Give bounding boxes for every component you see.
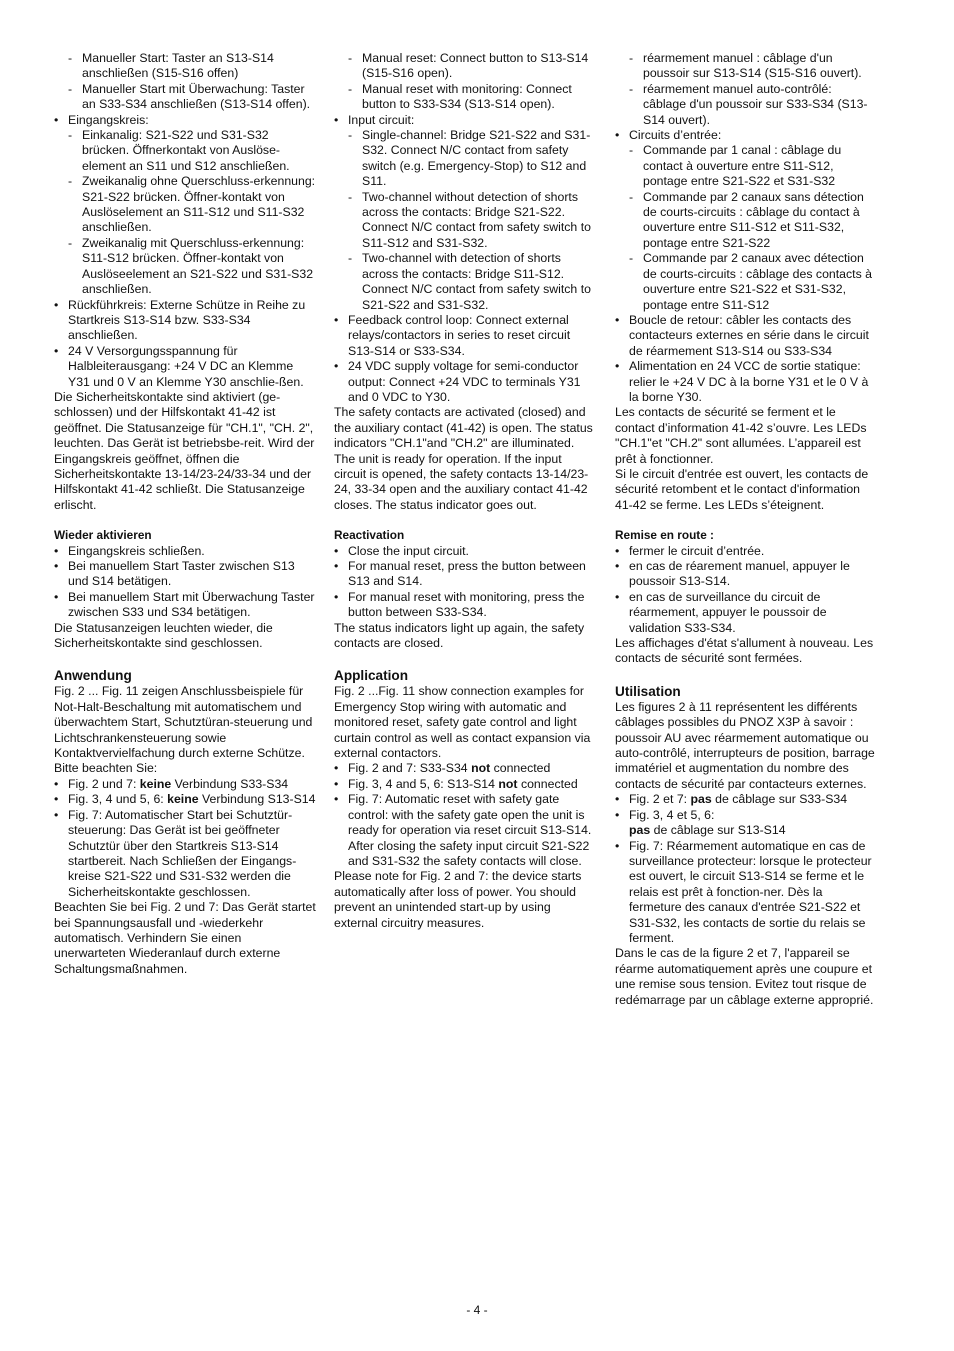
text-run: connected [517,776,578,791]
dash-marker: - [348,81,353,96]
bullet-marker: • [334,761,339,776]
bullet-marker: • [54,807,59,822]
paragraph: Bitte beachten Sie: [54,761,158,776]
dash-list-item [68,51,316,82]
dash-list-item [348,128,596,190]
list-item-text: Manueller Start: Taster an S13-S14 anschließen (S15-S16 offen) [82,51,274,81]
paragraph: The safety contacts are activated (closed) and the auxiliary contact (41-42) is open. The status indicators "CH.1"and "CH.2" are illuminated. The unit is ready for operation. If the input circuit is opened, the safety contacts 13-14/23-24, 33-34 open and the auxiliary contact 41-42 closes. The status indicator goes out. [334,405,593,512]
text-run: connected [490,761,551,776]
bullet-list-item [334,792,596,869]
dash-marker: - [68,235,73,250]
bullet-marker: • [54,589,59,604]
text-run: Fig. 3, 4 et 5, 6: [629,807,715,822]
list-item-text: Feedback control loop: Connect external relays/contactors in series to reset circuit S13-S14 or S33-S34. [348,312,571,358]
list-item-text: Manual reset with monitoring: Connect button to S33-S34 (S13-S14 open). [362,81,572,112]
dash-marker: - [629,251,634,266]
subheading: Reactivation [334,528,405,543]
emphasis: not [498,776,518,791]
paragraph: Les contacts de sécurité se ferment et le contact d’information 41-42 s’ouvre. Les LEDs "CH.1"et "CH.2" sont allumées. L’appareil est prêt à fonctionner. [615,405,867,466]
dash-marker: - [629,81,634,96]
bullet-marker: • [54,559,59,573]
list-item-text: Rückführkreis: Externe Schütze in Reihe zu Startkreis S13-S14 bzw. S33-S34 anschließen. [68,297,306,343]
text-run: Fig. 2 et 7: [629,792,691,807]
bullet-marker: • [54,297,59,312]
list-item-text [629,808,877,839]
bullet-marker: • [615,589,620,604]
bullet-marker: • [615,312,620,327]
bullet-list-item [334,313,596,359]
subheading: Wieder aktivieren [54,528,152,543]
dash-marker: - [348,251,353,266]
dash-list-item [629,251,877,313]
bullet-marker: • [334,112,339,127]
list-item-text: Eingangskreis schließen. [68,543,205,558]
dash-list-item [629,143,877,189]
list-item-text: Fig. 7: Réarmement automatique en cas de surveillance protecteur: lorsque le protecteur est ouvert, le circuit S13-S14 se ferme et le relais est prêt à fonction-ner. Dès la fermeture des canaux d'entrée S21-S22 et S31-S32, les contacts de sortie du relais se ferment. [629,838,872,945]
bullet-marker: • [615,359,620,374]
bullet-list-item [54,777,316,792]
list-item-text: en cas de surveillance du circuit de réarmement, appuyer le poussoir de validation S33-S34. [629,589,827,635]
paragraph: Fig. 2 ...Fig. 11 show connection examples for Emergency Stop wiring with automatic and monitored reset, safety gate control and light curtain control as well as contact expansion via external contactors. [334,684,591,761]
list-item-text [348,777,596,792]
bullet-list-item [54,298,316,344]
bullet-marker: • [54,792,59,807]
section-heading: Utilisation [615,683,681,699]
list-item-text: Commande par 1 canal : câblage du contact à ouverture entre S11-S12, pontage entre S21-S22 et S31-S32 [643,143,842,189]
bullet-list-item [334,777,596,792]
paragraph: Please note for Fig. 2 and 7: the device starts automatically after loss of power. You should prevent an unintended start-up by using external circuitry measures. [334,869,582,930]
text-run: Verbindung S33-S34 [171,776,289,791]
list-item-text: Two-channel without detection of shorts across the contacts: Bridge S21-S22. Connect N/C contact from safety switch to S11-S12 and S31-S32. [362,189,591,250]
bullet-marker: • [615,838,620,853]
list-item-text: Bei manuellem Start mit Überwachung Taster zwischen S33 und S34 betätigen. [68,589,315,620]
paragraph: Die Statusanzeigen leuchten wieder, die Sicherheitskontakte sind geschlossen. [54,620,273,651]
bullet-marker: • [334,559,339,573]
dash-list-item [629,190,877,252]
dash-marker: - [629,189,634,204]
section-heading: Anwendung [54,668,132,684]
paragraph: The status indicators light up again, the safety contacts are closed. [334,620,585,651]
list-item-text: Fig. 7: Automatischer Start bei Schutztür-steuerung: Das Gerät ist bei geöffneter Schutztür über den Startkreis S13-S14 startbereit. Nach Schließen der Eingangs-kreise S21-S22 und S31-S32 werden die Sicherheitskontakte geschlossen. [68,807,297,899]
bullet-marker: • [54,776,59,791]
bullet-list-item [54,113,316,128]
list-item-text: réarmement manuel : câblage d'un poussoir sur S13-S14 (S15-S16 ouvert). [643,51,862,81]
bullet-list-item [54,559,316,590]
dash-marker: - [629,143,634,158]
list-item-text: Bei manuellem Start Taster zwischen S13 und S14 betätigen. [68,559,295,589]
bullet-list-item [54,590,316,621]
dash-list-item [348,82,596,113]
list-item-text: Input circuit: [348,112,415,127]
list-item-text: réarmement manuel auto-contrôlé: câblage d'un poussoir sur S33-S34 (S13-S14 ouvert). [643,81,868,127]
bullet-marker: • [334,792,339,807]
dash-marker: - [68,81,73,96]
subheading: Remise en route : [615,528,714,543]
dash-marker: - [68,174,73,189]
bullet-list-item [334,113,596,128]
bullet-marker: • [615,128,620,143]
bullet-marker: • [54,343,59,358]
list-item-text: Zweikanalig mit Querschluss-erkennung: S11-S12 brücken. Öffner-kontakt von Auslöseelement an S21-S22 und S31-S32 anschließen. [82,235,314,297]
list-item-text: For manual reset with monitoring, press the button between S33-S34. [348,589,585,620]
emphasis: pas [629,823,651,838]
bullet-list-item [615,313,877,359]
list-item-text: Eingangskreis: [68,112,149,127]
text-run: de câblage sur S13-S14 [650,823,786,838]
list-item-text [68,777,316,792]
dash-list-item [68,82,316,113]
dash-marker: - [348,51,353,65]
list-item-text: Circuits d’entrée: [629,128,722,143]
list-item-text: Boucle de retour: câbler les contacts des contacteurs externes en série dans le circuit de réarmement S13-S14 ou S33-S34 [629,312,869,358]
text-run: Fig. 3, 4 and 5, 6: S13-S14 [348,776,499,791]
dash-marker: - [348,128,353,143]
list-item-text: Manual reset: Connect button to S13-S14 (S15-S16 open). [362,51,589,81]
bullet-list-item [615,359,877,405]
page-number: - 4 - [466,1303,488,1317]
bullet-marker: • [615,792,620,807]
paragraph: Fig. 2 ... Fig. 11 zeigen Anschlussbeispiele für Not-Halt-Beschaltung mit automatischem und überwachtem Start, Schutztüran-steuerung und Lichtschrankensteuerung sowie Kontaktvervielfachung durch externe Schütze. [54,684,313,761]
bullet-marker: • [334,589,339,604]
text-run: Fig. 3, 4 und 5, 6: [68,792,168,807]
list-item-text [68,792,316,807]
paragraph: Les figures 2 à 11 représentent les différents câblages possibles du PNOZ X3P à savoir : poussoir AU avec réarmement automatique ou auto-contrôlé, interrupteurs de position, barrage immatériel et augmentation du nombre des contacts de sécurité par contacteurs externes. [615,699,875,791]
bullet-list-item [615,839,877,947]
bullet-marker: • [615,807,620,822]
section-heading: Application [334,668,409,684]
paragraph: Dans le cas de la figure 2 et 7, l'appareil se réarme automatiquement après une coupure et une remise sous tension. Evitez tout risque de redémarrage par un câblage externe approprié. [615,946,874,1007]
text-run: Fig. 2 and 7: S33-S34 [348,761,472,776]
list-item-text: Einkanalig: S21-S22 und S31-S32 brücken. Öffnerkontakt von Auslöse-element an S11 und S12 anschließen. [82,128,290,173]
bullet-list-item [334,359,596,405]
bullet-list-item [615,792,877,807]
bullet-marker: • [54,112,59,127]
paragraph: Die Sicherheitskontakte sind aktiviert (ge-schlossen) und der Hilfskontakt 41-42 ist geöffnet. Die Statusanzeige für "CH.1", "CH. 2", leuchten. Das Gerät ist betriebsbe-reit. Wird der Eingangskreis geöffnet, öffnen die Sicherheitskontakte 13-14/23-24/33-34 und der Hilfskontakt 41-42 schließt. Die Statusanzeige erlischt. [54,389,315,512]
dash-list-item [629,51,877,82]
list-item-text: Commande par 2 canaux sans détection de courts-circuits : câblage du contact à ouverture entre S11-S12 et S11-S32, pontage entre S21-S22 [643,189,864,250]
bullet-list-item [334,590,596,621]
bullet-marker: • [615,543,620,558]
dash-list-item [68,174,316,236]
dash-list-item [348,251,596,313]
dash-marker: - [348,189,353,204]
paragraph: Les affichages d'état s'allument à nouveau. Les contacts de sécurité sont fermées. [615,636,874,666]
bullet-list-item [54,792,316,807]
list-item-text [629,792,877,807]
dash-list-item [348,190,596,252]
bullet-list-item [54,544,316,559]
bullet-marker: • [334,312,339,327]
list-item-text: Close the input circuit. [348,543,469,558]
dash-marker: - [629,51,634,65]
paragraph: Si le circuit d'entrée est ouvert, les contacts de sécurité retombent et le contact d'information 41-42 se ferme. Les LEDs s’éteignent. [615,466,869,512]
column-german [54,51,316,977]
emphasis: pas [690,792,712,807]
list-item-text: Zweikanalig ohne Querschluss-erkennung: S21-S22 brücken. Öffner-kontakt von Auslöselement an S11-S12 und S11-S32 anschließen. [82,174,316,235]
list-item-text: 24 V Versorgungsspannung für Halbleiterausgang: +24 V DC an Klemme Y31 und 0 V an Klemme Y30 anschlie-ßen. [68,343,304,389]
text-run: Fig. 2 und 7: [68,776,140,791]
bullet-list-item [615,808,877,839]
list-item-text: en cas de réarement manuel, appuyer le poussoir S13-S14. [629,559,850,589]
bullet-list-item [334,559,596,590]
list-item-text: Alimentation en 24 VCC de sortie statique: relier le +24 V DC à la borne Y31 et le 0 V à la borne Y30. [629,359,869,404]
dash-list-item [348,51,596,82]
column-french [615,51,877,1008]
text-run: Verbindung S13-S14 [198,792,316,807]
bullet-list-item [334,761,596,776]
bullet-list-item [615,128,877,143]
list-item-text: Commande par 2 canaux avec détection de courts-circuits : câblage des contacts à ouverture entre S21-S22 et S31-S32, pontage entre S11-S12 [643,251,872,312]
bullet-list-item [54,808,316,900]
list-item-text: Fig. 7: Automatic reset with safety gate control: with the safety gate open the unit is ready for operation via reset circuit S13-S14. After closing the safety input circuit S21-S22 and S31-S32 the safety contacts will close. [348,792,592,868]
emphasis: keine [139,776,172,791]
bullet-marker: • [615,559,620,573]
dash-list-item [68,128,316,174]
dash-list-item [68,236,316,298]
bullet-marker: • [334,776,339,791]
list-item-text: 24 VDC supply voltage for semi-conductor output: Connect +24 VDC to terminals Y31 and 0 VDC to Y30. [348,359,581,404]
bullet-marker: • [54,543,59,558]
column-english [334,51,596,931]
dash-list-item [629,82,877,128]
list-item-text: fermer le circuit d’entrée. [629,543,765,558]
bullet-list-item [615,559,877,590]
list-item-text: Single-channel: Bridge S21-S22 and S31-S32. Connect N/C contact from safety switch (e.g. Emergency-Stop) to S12 and S11. [362,128,591,189]
paragraph: Beachten Sie bei Fig. 2 und 7: Das Gerät startet bei Spannungsausfall und -wiederkehr automatisch. Verhindern Sie einen unerwarteten Wiederanlauf durch externe Schaltungsmaßnahmen. [54,900,316,976]
list-item-text: Manueller Start mit Überwachung: Taster an S33-S34 anschließen (S13-S14 offen). [82,81,311,112]
emphasis: not [471,761,491,776]
dash-marker: - [68,128,73,143]
emphasis: keine [167,792,199,807]
list-item-text: For manual reset, press the button between S13 and S14. [348,559,586,589]
bullet-marker: • [334,543,339,558]
bullet-list-item [615,590,877,636]
bullet-marker: • [334,359,339,374]
text-run: de câblage sur S33-S34 [711,792,848,807]
dash-marker: - [68,51,73,65]
bullet-list-item [334,544,596,559]
bullet-list-item [54,344,316,390]
bullet-list-item [615,544,877,559]
list-item-text [348,761,596,776]
list-item-text: Two-channel with detection of shorts across the contacts: Bridge S11-S12. Connect N/C contact from safety switch to S21-S22 and S31-S32. [362,251,591,312]
